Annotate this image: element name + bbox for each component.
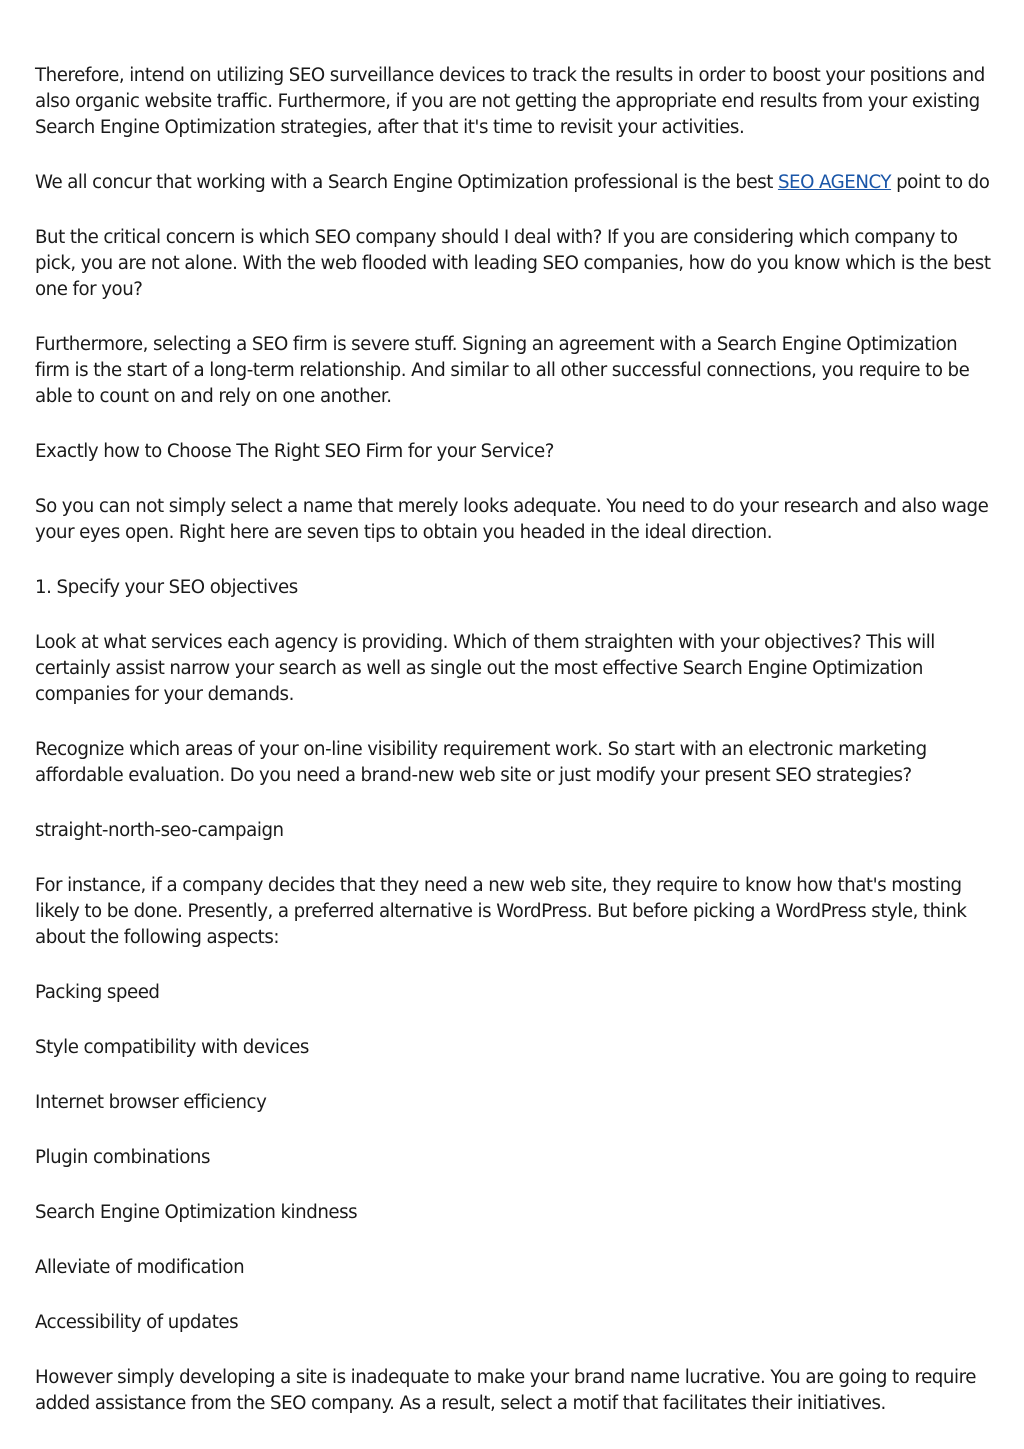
paragraph-text-after-link: point to do (891, 172, 990, 193)
list-item-seo-kindness: Search Engine Optimization kindness (35, 1202, 358, 1223)
list-item-plugin-combinations: Plugin combinations (35, 1147, 211, 1168)
paragraph-closing: However simply developing a site is inadequate to make your brand name lucrative. You are going to require added assistance from the SEO company. As a result, select a motif that facilitates their initiatives. (35, 1367, 976, 1414)
paragraph-do-research: So you can not simply select a name that merely looks adequate. You need to do your research and also wage your eyes open. Right here are seven tips to obtain you headed in the ideal direction. (35, 496, 989, 543)
paragraph-critical-concern: But the critical concern is which SEO company should I deal with? If you are considering which company to pick, you are not alone. With the web flooded with leading SEO companies, how do you know which is the best one for you? (35, 227, 991, 300)
paragraph-recognize-areas: Recognize which areas of your on-line visibility requirement work. So start with an electronic marketing affordable evaluation. Do you need a brand-new web site or just modify your present SEO strategies? (35, 739, 927, 786)
list-item-style-compatibility: Style compatibility with devices (35, 1037, 309, 1058)
list-item-updates: Accessibility of updates (35, 1312, 239, 1333)
list-item-modification: Alleviate of modification (35, 1257, 245, 1278)
image-caption-campaign: straight-north-seo-campaign (35, 820, 284, 841)
heading-choose-right-firm: Exactly how to Choose The Right SEO Firm for your Service? (35, 441, 554, 462)
paragraph-new-website: For instance, if a company decides that they need a new web site, they require to know how that's mosting likely to be done. Presently, a preferred alternative is WordPress. But before picking a WordPress style, think about the following aspects: (35, 875, 967, 948)
paragraph-seo-tracking: Therefore, intend on utilizing SEO surveillance devices to track the results in order to boost your positions and also organic website traffic. Furthermore, if you are not getting the appropriate end results from your existing Search Engine Optimization strategies, after that it's time to revisit your activities. (35, 65, 985, 138)
document-body (35, 63, 995, 1446)
seo-agency-link[interactable]: SEO AGENCY (777, 172, 892, 193)
paragraph-text-before-link: We all concur that working with a Search Engine Optimization professional is the best (35, 172, 778, 193)
heading-specify-objectives: 1. Specify your SEO objectives (35, 577, 298, 598)
list-item-browser-efficiency: Internet browser efficiency (35, 1092, 267, 1113)
paragraph-agency-services: Look at what services each agency is providing. Which of them straighten with your objectives? This will certainly assist narrow your search as well as single out the most effective Search Engine Optimization companies for your demands. (35, 632, 935, 705)
paragraph-seo-professional (35, 170, 995, 196)
list-item-packing-speed: Packing speed (35, 982, 160, 1003)
paragraph-selecting-firm: Furthermore, selecting a SEO firm is severe stuff. Signing an agreement with a Search Engine Optimization firm is the start of a long-term relationship. And similar to all other successful connections, you require to be able to count on and rely on one another. (35, 334, 970, 407)
